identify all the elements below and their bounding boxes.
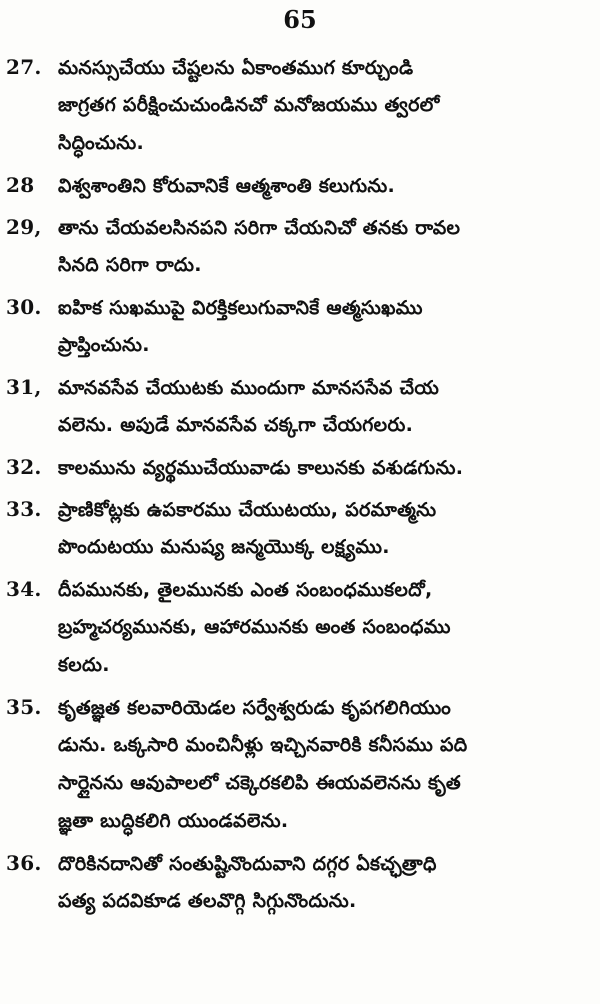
list-item [0, 448, 600, 486]
entry-number: 28 [6, 173, 35, 197]
entry-continuation-line [0, 726, 600, 764]
entry-continuation-line [0, 646, 600, 684]
entry-first-line [0, 490, 600, 528]
entry-number: 30. [6, 295, 42, 319]
entry-first-line [0, 48, 600, 86]
entry-continuation-line [0, 764, 600, 802]
entry-continuation-line [0, 124, 600, 162]
entry-continuation-line [0, 528, 600, 566]
entry-continuation-line [0, 882, 600, 920]
entry-text: ప్రాణికోట్లకు ఉపకారము చేయుటయు, పరమాత్మను [58, 499, 437, 521]
list-item [0, 844, 600, 920]
list-item [0, 208, 600, 284]
entry-number: 32. [6, 455, 42, 479]
list-item [0, 368, 600, 444]
entry-continuation-line [0, 326, 600, 364]
entry-text: వలెను. అపుడే మానవసేవ చక్కగా చేయగలరు. [58, 414, 414, 436]
entry-continuation-line [0, 608, 600, 646]
entry-text: సిద్ధించును. [58, 132, 145, 154]
entry-first-line [0, 368, 600, 406]
entry-first-line [0, 166, 600, 204]
entry-number: 33. [6, 497, 42, 521]
entry-number: 36. [6, 851, 42, 875]
list-item [0, 570, 600, 684]
entry-text: పత్య పదవికూడ తలవొగ్గి సిగ్గునొందును. [58, 890, 357, 912]
entry-continuation-line [0, 246, 600, 284]
list-item [0, 490, 600, 566]
list-item [0, 166, 600, 204]
entry-first-line [0, 448, 600, 486]
entry-first-line [0, 208, 600, 246]
list-item [0, 688, 600, 840]
entry-continuation-line [0, 86, 600, 124]
entry-continuation-line [0, 406, 600, 444]
entry-number: 35. [6, 695, 42, 719]
entry-first-line [0, 844, 600, 882]
entry-text: పొందుటయు మనుష్య జన్మయొక్క లక్ష్యము. [58, 536, 390, 558]
list-item [0, 48, 600, 162]
entry-text: విశ్వశాంతిని కోరువానికే ఆత్మశాంతి కలుగును. [58, 175, 396, 197]
entry-text: దీపమునకు, తైలమునకు ఎంత సంబంధముకలదో, [58, 579, 433, 601]
entry-text: ఐహిక సుఖముపై విరక్తికలుగువానికే ఆత్మసుఖము [58, 297, 423, 319]
list-item [0, 288, 600, 364]
entry-text: కృతజ్ఞత కలవారియెడల సర్వేశ్వరుడు కృపగలిగియుం [58, 697, 452, 719]
entry-text: ప్రాప్తించును. [58, 334, 150, 356]
entry-text: బ్రహ్మచర్యమునకు, ఆహారమునకు అంత సంబంధము [58, 616, 451, 638]
entry-text: సార్లైనను ఆవుపాలలో చక్కెరకలిపి ఈయవలెనను కృత [58, 772, 461, 794]
entry-continuation-line [0, 802, 600, 840]
entry-number: 31, [6, 375, 42, 399]
page-number: 65 [283, 5, 317, 34]
entry-text: సినది సరిగా రాదు. [58, 254, 202, 276]
entry-text: జ్ఞతా బుద్ధికలిగి యుండవలెను. [58, 810, 289, 832]
entry-text: దొరికినదానితో సంతుష్టినొందువాని దగ్గర ఏకచ్ఛత్రాధి [58, 853, 437, 875]
entry-first-line [0, 688, 600, 726]
entry-text: మనస్సుచేయు చేష్టలను ఏకాంతముగ కూర్చుండి [58, 57, 414, 79]
entry-text: డును. ఒక్కసారి మంచినీళ్లు ఇచ్చినవారికి కనీసము పది [58, 734, 468, 756]
entry-text: జాగ్రతగ పరీక్షించుచుండినచో మనోజయము త్వరలో [58, 94, 440, 116]
entry-text: కలదు. [58, 654, 110, 676]
entry-text: కాలమును వ్యర్థముచేయువాడు కాలునకు వశుడగును. [58, 457, 464, 479]
entry-text: తాను చేయవలసినపని సరిగా చేయనిచో తనకు రావల [58, 217, 461, 239]
entries-list [0, 48, 600, 924]
entry-text: మానవసేవ చేయుటకు ముందుగా మానససేవ చేయ [58, 377, 440, 399]
entry-first-line [0, 288, 600, 326]
entry-number: 27. [6, 55, 42, 79]
entry-number: 34. [6, 577, 42, 601]
entry-first-line [0, 570, 600, 608]
entry-number: 29, [6, 215, 42, 239]
